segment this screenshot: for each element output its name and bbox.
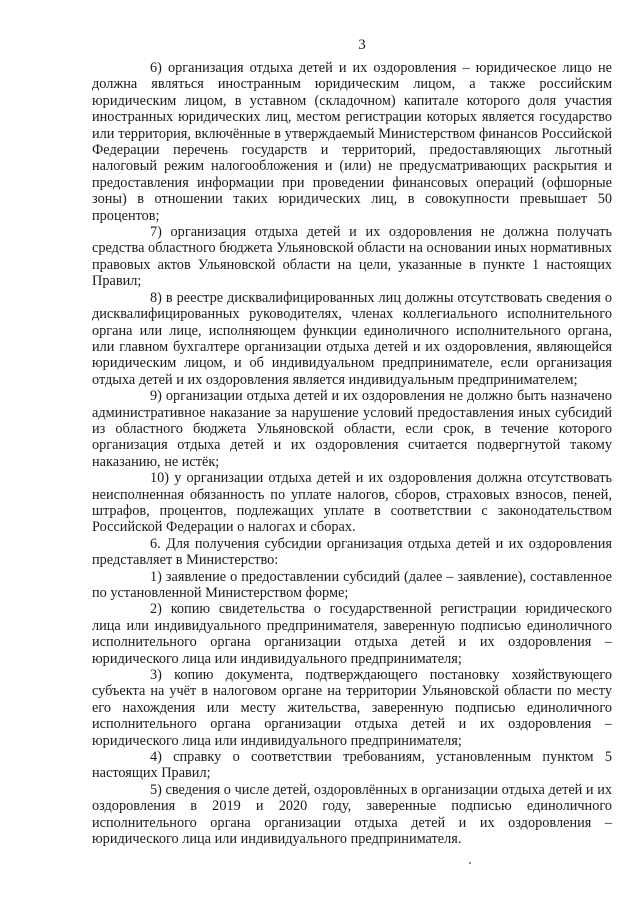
paragraph-condition-7: 7) организация отдыха детей и их оздоровления не должна получать средства областного бюджета Ульяновской области на основании иных нормативных правовых актов Ульяновской области на цели, указанные в пункте 1 настоящих Правил; [92,224,612,290]
page-number: 3 [358,37,366,53]
paragraph-item-1: 1) заявление о предоставлении субсидий (далее – заявление), составленное по установленной Министерством форме; [92,568,612,601]
paragraph-condition-6: 6) организация отдыха детей и их оздоровления – юридическое лицо не должна являться иностранным юридическим лицом, а также российским юридическим лицом, в уставном (складочном) капитале которого доля участия иностранных юридических лиц, местом регистрации которых является государство или территория, включённые в утверждаемый Министерством финансов Российской Федерации перечень государств и территорий, предоставляющих льготный налоговый режим налогообложения и (или) не предусматривающих раскрытия и предоставления информации при проведении финансовых операций (офшорные зоны) в отношении таких юридических лиц, в совокупности превышает 50 процентов; [92,60,612,224]
paragraph-item-4: 4) справку о соответствии требованиям, установленным пунктом 5 настоящих Правил; [92,749,612,782]
paragraph-item-2: 2) копию свидетельства о государственной регистрации юридического лица или индивидуального предпринимателя, заверенную подписью единоличного исполнительного органа организации отдыха детей и их оздоровления – юридического лица или индивидуального предпринимателя; [92,601,612,667]
paragraph-condition-9: 9) организации отдыха детей и их оздоровления не должно быть назначено административное наказание за нарушение условий предоставления иных субсидий из областного бюджета Ульяновской области, если срок, в течение которого организация отдыха детей и их оздоровления считается подвергнутой такому наказанию, не истёк; [92,388,612,470]
paragraph-item-5: 5) сведения о числе детей, оздоровлённых в организации отдыха детей и их оздоровления в 2019 и 2020 году, заверенные подписью единоличного исполнительного органа организации отдыха детей и их оздоровления – юридического лица или индивидуального предпринимателя. [92,781,612,848]
document-body [92,60,612,848]
paragraph-condition-8: 8) в реестре дисквалифицированных лиц должны отсутствовать сведения о дисквалифицированных руководителях, членах коллегиального исполнительного органа или лице, исполняющем функции единоличного исполнительного органа, или главном бухгалтере организации отдыха детей и их оздоровления, являющейся юридическим лицом, и об индивидуальном предпринимателе, если организация отдыха детей и их оздоровления является индивидуальным предпринимателем; [92,289,612,388]
paragraph-condition-10: 10) у организации отдыха детей и их оздоровления должна отсутствовать неисполненная обязанность по уплате налогов, сборов, страховых взносов, пеней, штрафов, процентов, подлежащих уплате в соответствии с законодательством Российской Федерации о налогах и сборах. [92,470,612,536]
scan-dot [469,862,471,864]
paragraph-item-3: 3) копию документа, подтверждающего постановку хозяйствующего субъекта на учёт в налоговом органе на территории Ульяновской области по месту его нахождения или месту жительства, заверенную подписью единоличного исполнительного органа организации отдыха детей и их оздоровления – юридического лица или индивидуального предпринимателя; [92,667,612,749]
paragraph-section-6: 6. Для получения субсидии организация отдыха детей и их оздоровления представляет в Министерство: [92,535,612,569]
